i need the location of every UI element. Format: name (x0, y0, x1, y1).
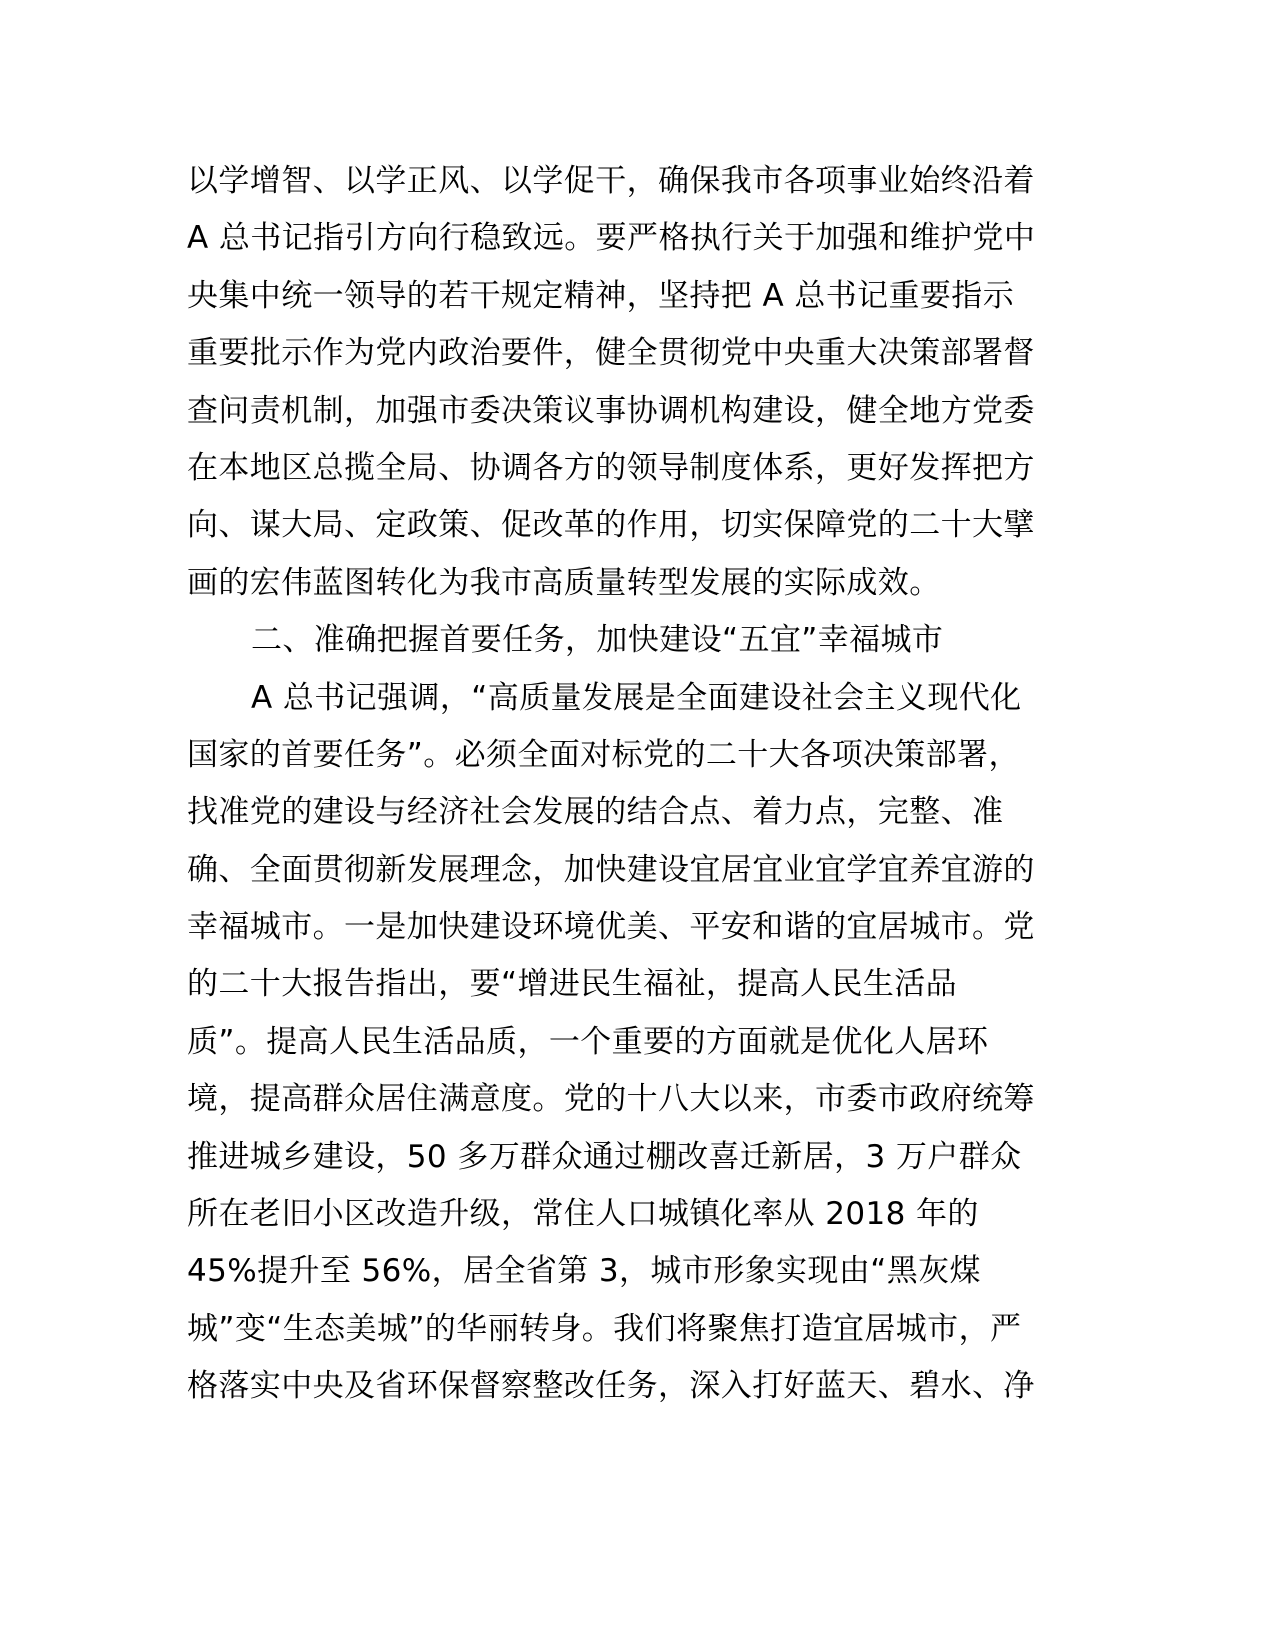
section-heading: 二、准确把握首要任务，加快建设“五宜”幸福城市 (251, 622, 944, 659)
text-line: 的二十大报告指出，要“增进民生福祉，提高人民生活品 (187, 966, 958, 1003)
text-line: 质”。提高人民生活品质，一个重要的方面就是优化人居环 (187, 1023, 989, 1060)
text-line: 查问责机制，加强市委决策议事协调机构建设，健全地方党委 (187, 392, 1035, 429)
text-line: 推进城乡建设，50 多万群众通过棚改喜迁新居，3 万户群众 (187, 1138, 1022, 1175)
text-line: 向、谋大局、定政策、促改革的作用，切实保障党的二十大擘 (187, 507, 1035, 544)
body-text (187, 153, 1087, 1416)
text-line: 画的宏伟蓝图转化为我市高质量转型发展的实际成效。 (187, 564, 941, 601)
text-line: 所在老旧小区改造升级，常住人口城镇化率从 2018 年的 (187, 1196, 979, 1233)
text-line: 重要批示作为党内政治要件，健全贯彻党中央重大决策部署督 (187, 335, 1035, 372)
text-line: 央集中统一领导的若干规定精神，坚持把 A 总书记重要指示 (187, 277, 1015, 314)
paragraph-first-line: A 总书记强调，“高质量发展是全面建设社会主义现代化 (251, 679, 1022, 716)
text-line: 以学增智、以学正风、以学促干，确保我市各项事业始终沿着 (187, 163, 1035, 199)
text-line: 找准党的建设与经济社会发展的结合点、着力点，完整、准 (187, 794, 1004, 831)
text-line: 国家的首要任务”。必须全面对标党的二十大各项决策部署， (187, 736, 1020, 773)
text-line: 在本地区总揽全局、协调各方的领导制度体系，更好发挥把方 (187, 449, 1035, 486)
text-line: 45%提升至 56%，居全省第 3，城市形象实现由“黑灰煤 (187, 1253, 981, 1290)
text-line: 确、全面贯彻新发展理念，加快建设宜居宜业宜学宜养宜游的 (187, 851, 1035, 888)
text-line: 幸福城市。一是加快建设环境优美、平安和谐的宜居城市。党 (187, 909, 1035, 946)
text-line: 城”变“生态美城”的华丽转身。我们将聚焦打造宜居城市，严 (187, 1310, 1022, 1347)
text-line: 格落实中央及省环保督察整改任务，深入打好蓝天、碧水、净 (187, 1368, 1035, 1405)
text-line: 境，提高群众居住满意度。党的十八大以来，市委市政府统筹 (187, 1081, 1035, 1118)
text-line: A 总书记指引方向行稳致远。要严格执行关于加强和维护党中 (187, 220, 1036, 257)
